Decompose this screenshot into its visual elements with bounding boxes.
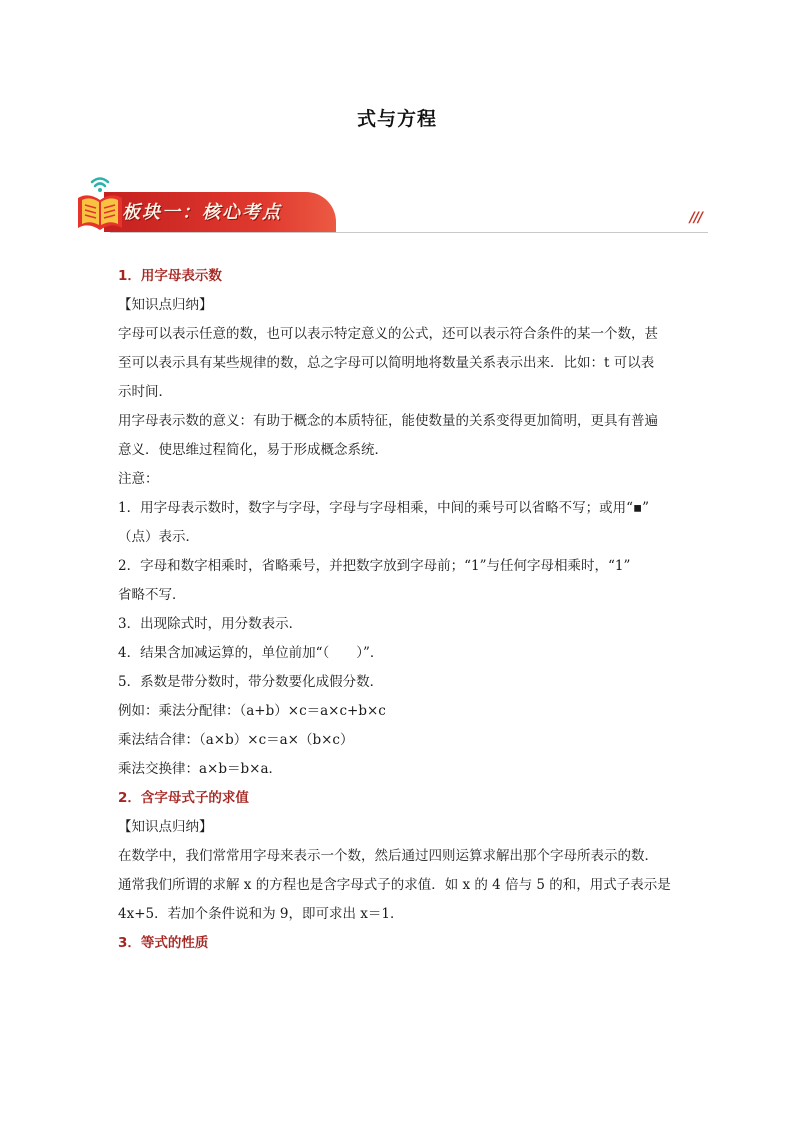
section-banner [72, 170, 708, 236]
page-title: 式与方程 [356, 108, 437, 130]
paragraph-line: （点）表示． [118, 529, 199, 545]
paragraph-line: 4x+5．若加个条件说和为 9，即可求出 x＝1． [118, 906, 404, 922]
paragraph-line: 4．结果含加减运算的，单位前加“（ ）”． [118, 645, 384, 661]
section-heading: 2．含字母式子的求值 [118, 790, 249, 806]
paragraph-line: 至可以表示具有某些规律的数，总之字母可以简明地将数量关系表示出来．比如：t 可以表 [118, 355, 655, 371]
paragraph-line: 5．系数是带分数时，带分数要化成假分数． [118, 674, 384, 690]
paragraph-line: 省略不写． [118, 587, 186, 603]
paragraph-line: 乘法交换律：a×b＝b×a． [118, 761, 283, 777]
paragraph-line: 2．字母和数字相乘时，省略乘号，并把数字放到字母前；“1”与任何字母相乘时，“1” [118, 558, 631, 574]
paragraph-line: 乘法结合律：（a×b）×c＝a×（b×c） [118, 732, 354, 748]
paragraph-line: 意义．使思维过程简化，易于形成概念系统． [118, 442, 388, 458]
section-heading: 1．用字母表示数 [118, 268, 222, 284]
section-tag: 【知识点归纳】 [118, 297, 213, 313]
paragraph-line: 例如：乘法分配律：（a+b）×c＝a×c+b×c [118, 703, 386, 719]
open-book-icon [72, 170, 128, 236]
paragraph-line: 注意： [118, 471, 159, 487]
paragraph-line: 3．出现除式时，用分数表示． [118, 616, 303, 632]
section-tag: 【知识点归纳】 [118, 819, 213, 835]
paragraph-line: 示时间． [118, 384, 172, 400]
paragraph-line: 用字母表示数的意义：有助于概念的本质特征，能使数量的关系变得更加简明，更具有普遍 [118, 413, 658, 429]
paragraph-line: 字母可以表示任意的数，也可以表示特定意义的公式，还可以表示符合条件的某一个数，甚 [118, 326, 658, 342]
banner-underline [110, 232, 708, 233]
paragraph-line: 在数学中，我们常常用字母来表示一个数，然后通过四则运算求解出那个字母所表示的数． [118, 848, 658, 864]
section-heading: 3．等式的性质 [118, 935, 209, 951]
document-content [118, 262, 680, 958]
banner-label: 板块一：核心考点 [122, 202, 282, 223]
banner-slashes: /// [689, 210, 702, 226]
paragraph-line: 通常我们所谓的求解 x 的方程也是含字母式子的求值．如 x 的 4 倍与 5 的和，用式子表示是 [118, 877, 671, 893]
paragraph-line: 1．用字母表示数时，数字与字母，字母与字母相乘，中间的乘号可以省略不写；或用“▪” [118, 500, 650, 516]
